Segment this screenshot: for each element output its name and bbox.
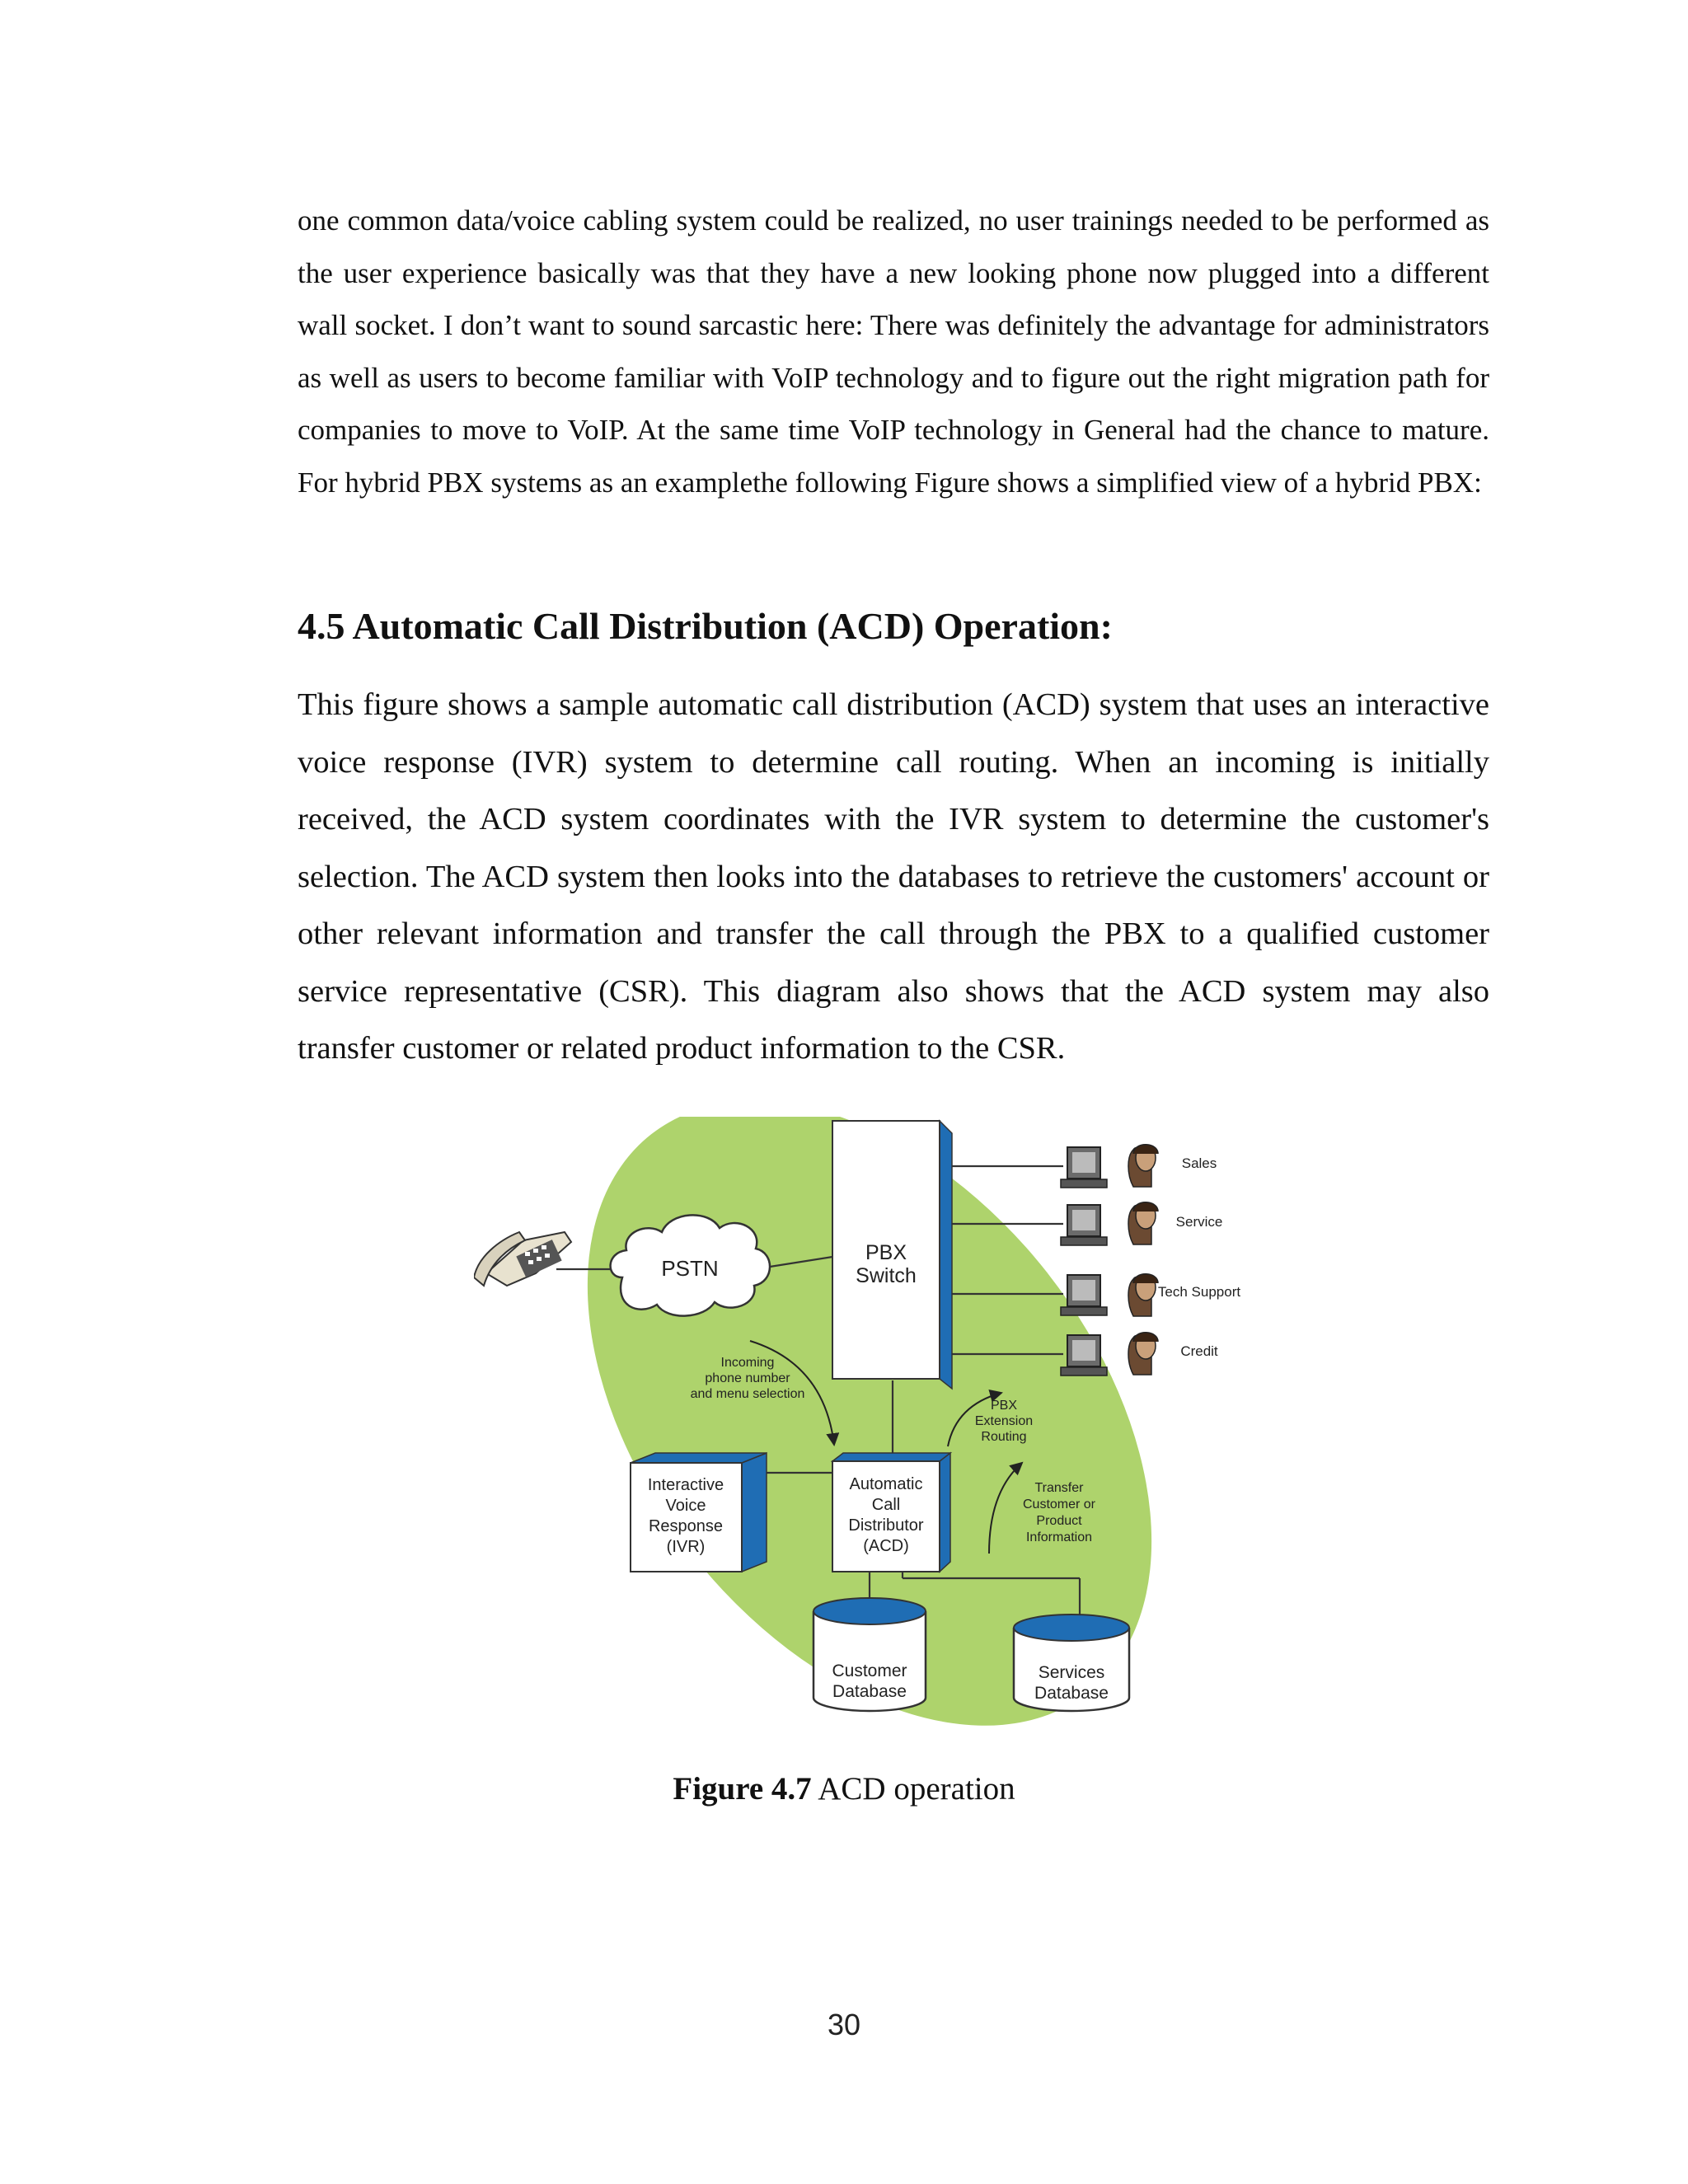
incoming-label-2: phone number [705,1371,790,1385]
services-db-label-1: Services [1038,1663,1105,1682]
acd-label-3: Distributor [848,1516,924,1535]
acd-diagram [474,1117,1327,1727]
agent-credit [1061,1333,1218,1376]
pbx-label-line2: Switch [856,1264,917,1287]
computer-icon [1061,1275,1107,1315]
figure-caption [0,1766,1688,1812]
incoming-label-1: Incoming [720,1356,775,1370]
pstn-label: PSTN [661,1256,719,1281]
pbx-ext-label-1: PBX [990,1399,1018,1413]
acd-label-1: Automatic [849,1475,923,1493]
pbx-label-line1: PBX [865,1241,907,1264]
ivr-label-2: Voice [665,1497,706,1515]
customer-db-label-1: Customer [832,1661,907,1680]
pbx-ext-label-3: Routing [981,1430,1027,1444]
agent-service [1061,1202,1222,1245]
ivr-label-1: Interactive [647,1476,724,1494]
acd-label-4: (ACD) [863,1537,909,1555]
pbx-ext-label-2: Extension [974,1414,1034,1428]
ivr-label-4: (IVR) [666,1538,706,1556]
ivr-label-3: Response [648,1517,724,1535]
person-icon [1128,1202,1158,1244]
agent-label-credit: Credit [1180,1343,1218,1359]
transfer-label-4: Information [1025,1530,1093,1544]
computer-icon [1061,1335,1107,1376]
agent-label-sales: Sales [1181,1155,1217,1171]
transfer-label-2: Customer or [1022,1497,1096,1511]
transfer-label-3: Product [1036,1514,1082,1528]
page-number: 30 [827,2008,861,2041]
section-paragraph: This figure shows a sample automatic call distribution (ACD) system that uses an interactive voice response (IVR) system to determine call routing. When an incoming is initially received, the ACD system coordinates with the IVR system to determine the customer's selection. The ACD system then looks into the databases to retrieve the customers' account or other relevant information and transfer the call through the PBX to a qualified customer service representative (CSR). This diagram also shows that the ACD system may also transfer customer or related product information to the CSR. [298,687,1489,1066]
person-icon [1128,1333,1158,1375]
agent-sales [1061,1145,1217,1188]
computer-icon [1061,1205,1107,1245]
agent-label-service: Service [1175,1214,1223,1230]
customer-db-label-2: Database [832,1682,907,1701]
incoming-label-3: and menu selection [690,1387,805,1401]
services-db-label-2: Database [1034,1684,1109,1703]
figure-caption-text: ACD operation [811,1771,1015,1807]
section-heading: 4.5 Automatic Call Distribution (ACD) Operation: [298,605,1113,647]
agent-label-tech-support: Tech Support [1157,1284,1241,1300]
transfer-label-1: Transfer [1034,1481,1084,1495]
telephone-icon [474,1232,571,1286]
person-icon [1128,1274,1158,1316]
figure-caption-label: Figure 4.7 [673,1771,812,1807]
computer-icon [1061,1147,1107,1188]
intro-paragraph: one common data/voice cabling system could be realized, no user trainings needed to be performed as the user experience basically was that they have a new looking phone now plugged into a different wall socket. I don’t want to sound sarcastic here: There was definitely the advantage for administrators as well as users to become familiar with VoIP technology and to figure out the right migration path for companies to move to VoIP. At the same time VoIP technology in General had the chance to mature. For hybrid PBX systems as an examplethe following Figure shows a simplified view of a hybrid PBX: [298,204,1489,499]
acd-label-2: Call [871,1496,901,1514]
agent-tech-support [1061,1274,1240,1316]
person-icon [1128,1145,1158,1187]
